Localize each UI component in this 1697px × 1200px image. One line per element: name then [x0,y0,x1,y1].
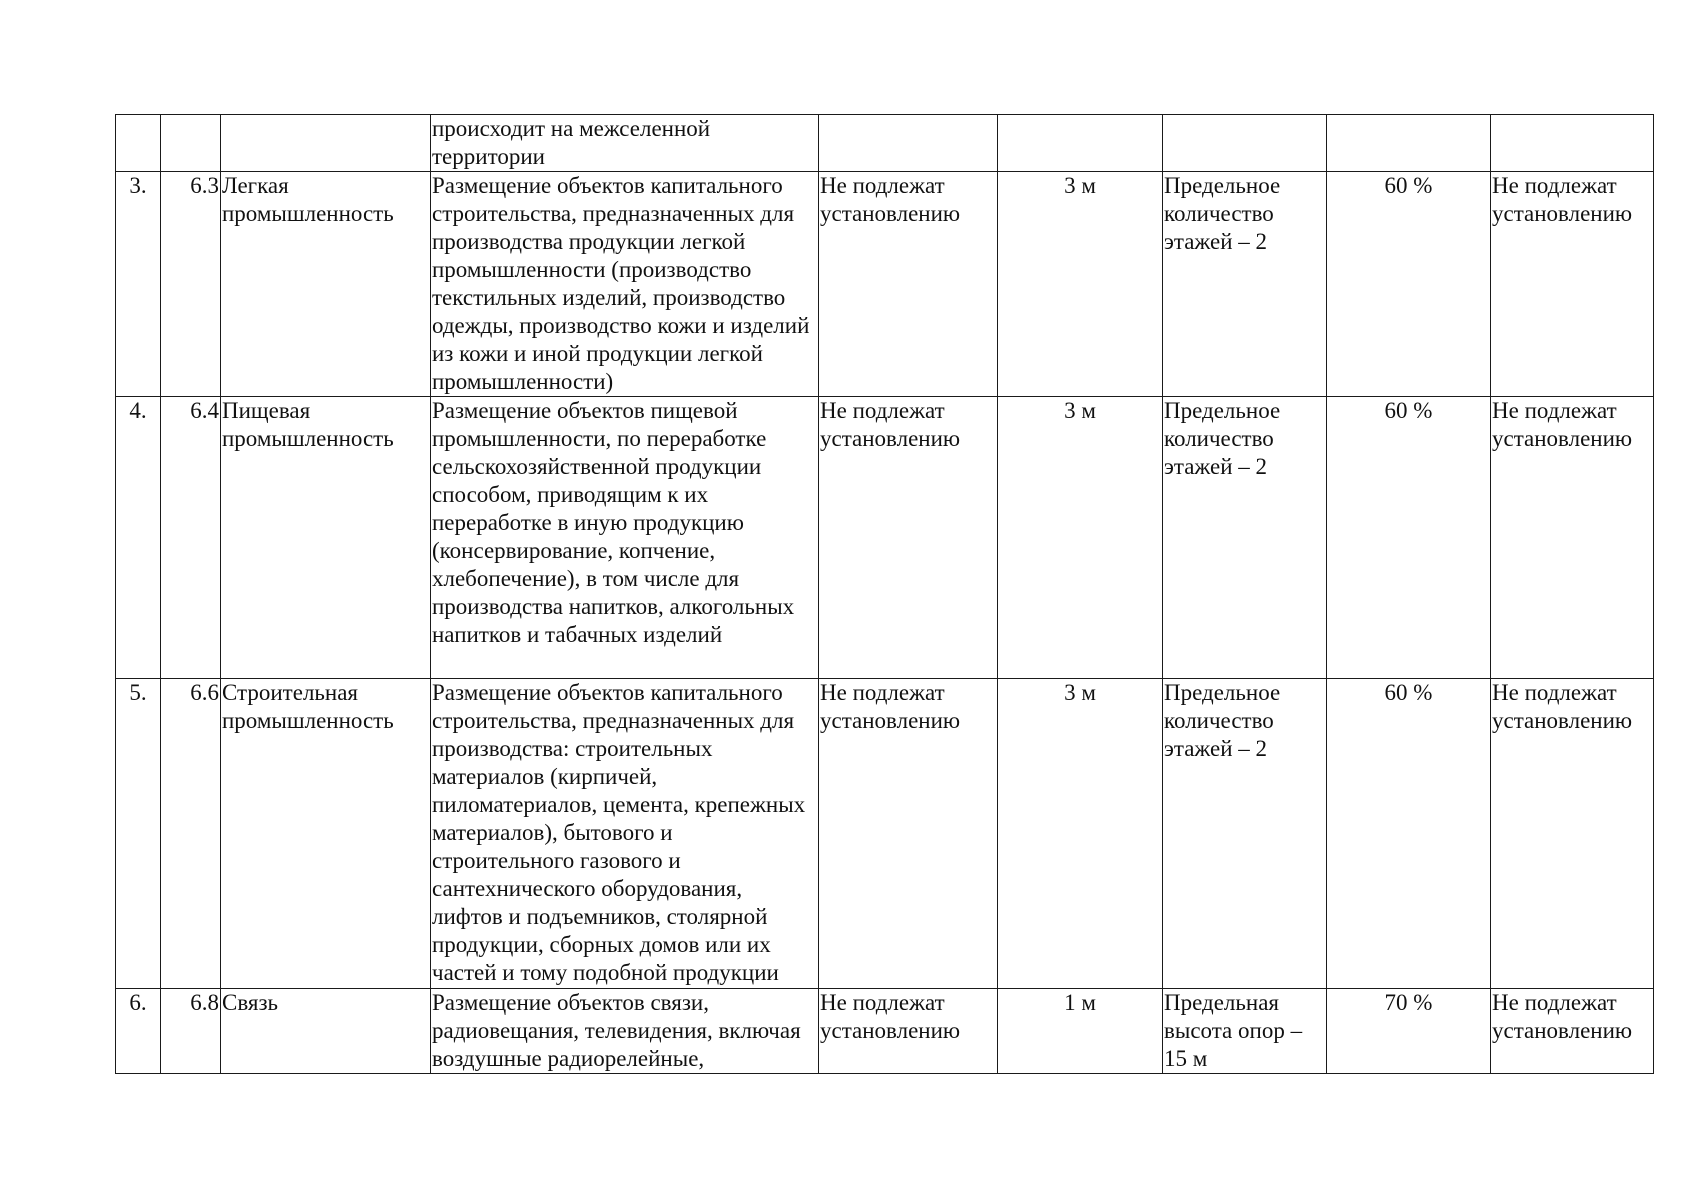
cell-other-limits [1491,115,1654,172]
cell-max-coverage: 70 % [1327,989,1491,1074]
cell-description: Размещение объектов капитального строительства, предназначенных для производства: строительных материалов (кирпичей, пиломатериалов, цемента, крепежных материалов), бытового и строительного газового и сантехнического оборудования, лифтов и подъемников, столярной продукции, сборных домов или их частей и тому подобной продукции [431,679,819,989]
cell-min-plot-size [819,115,998,172]
cell-other-limits: Не подлежат установлению [1491,172,1654,397]
cell-num: 4. [116,397,161,679]
cell-description: Размещение объектов пищевой промышленности, по переработке сельскохозяйственной продукции способом, приводящим к их переработке в иную продукцию (консервирование, копчение, хлебопечение), в том числе для производства напитков, алкогольных напитков и табачных изделий [431,397,819,679]
cell-min-setback [998,115,1163,172]
table-row [116,989,1654,1074]
cell-description: Размещение объектов связи, радиовещания, телевидения, включая воздушные радиорелейные, [431,989,819,1074]
cell-name: Легкая промышленность [221,172,431,397]
cell-name [221,115,431,172]
cell-other-limits: Не подлежат установлению [1491,397,1654,679]
cell-num: 6. [116,989,161,1074]
table-row [116,397,1654,679]
cell-max-floors: Предельная высота опор – 15 м [1163,989,1327,1074]
cell-max-floors: Предельное количество этажей – 2 [1163,679,1327,989]
cell-name: Строительная промышленность [221,679,431,989]
cell-max-floors: Предельное количество этажей – 2 [1163,172,1327,397]
cell-min-plot-size: Не подлежат установлению [819,679,998,989]
cell-min-plot-size: Не подлежат установлению [819,172,998,397]
table-row [116,679,1654,989]
cell-code [161,115,221,172]
cell-code: 6.4 [161,397,221,679]
table-row [116,115,1654,172]
table-row [116,172,1654,397]
cell-max-floors: Предельное количество этажей – 2 [1163,397,1327,679]
cell-min-setback: 3 м [998,172,1163,397]
cell-num: 5. [116,679,161,989]
cell-description: Размещение объектов капитального строительства, предназначенных для производства продукции легкой промышленности (производство текстильных изделий, производство одежды, производство кожи и изделий из кожи и иной продукции легкой промышленности) [431,172,819,397]
cell-code: 6.8 [161,989,221,1074]
cell-other-limits: Не подлежат установлению [1491,679,1654,989]
cell-min-setback: 3 м [998,679,1163,989]
cell-max-coverage: 60 % [1327,172,1491,397]
regulations-table [115,114,1654,1074]
cell-max-coverage [1327,115,1491,172]
cell-code: 6.3 [161,172,221,397]
cell-num [116,115,161,172]
cell-max-coverage: 60 % [1327,397,1491,679]
cell-description: происходит на межселенной территории [431,115,819,172]
cell-max-coverage: 60 % [1327,679,1491,989]
cell-max-floors [1163,115,1327,172]
cell-min-plot-size: Не подлежат установлению [819,989,998,1074]
cell-name: Пищевая промышленность [221,397,431,679]
cell-num: 3. [116,172,161,397]
cell-min-setback: 3 м [998,397,1163,679]
cell-name: Связь [221,989,431,1074]
cell-code: 6.6 [161,679,221,989]
cell-min-plot-size: Не подлежат установлению [819,397,998,679]
cell-other-limits: Не подлежат установлению [1491,989,1654,1074]
cell-min-setback: 1 м [998,989,1163,1074]
